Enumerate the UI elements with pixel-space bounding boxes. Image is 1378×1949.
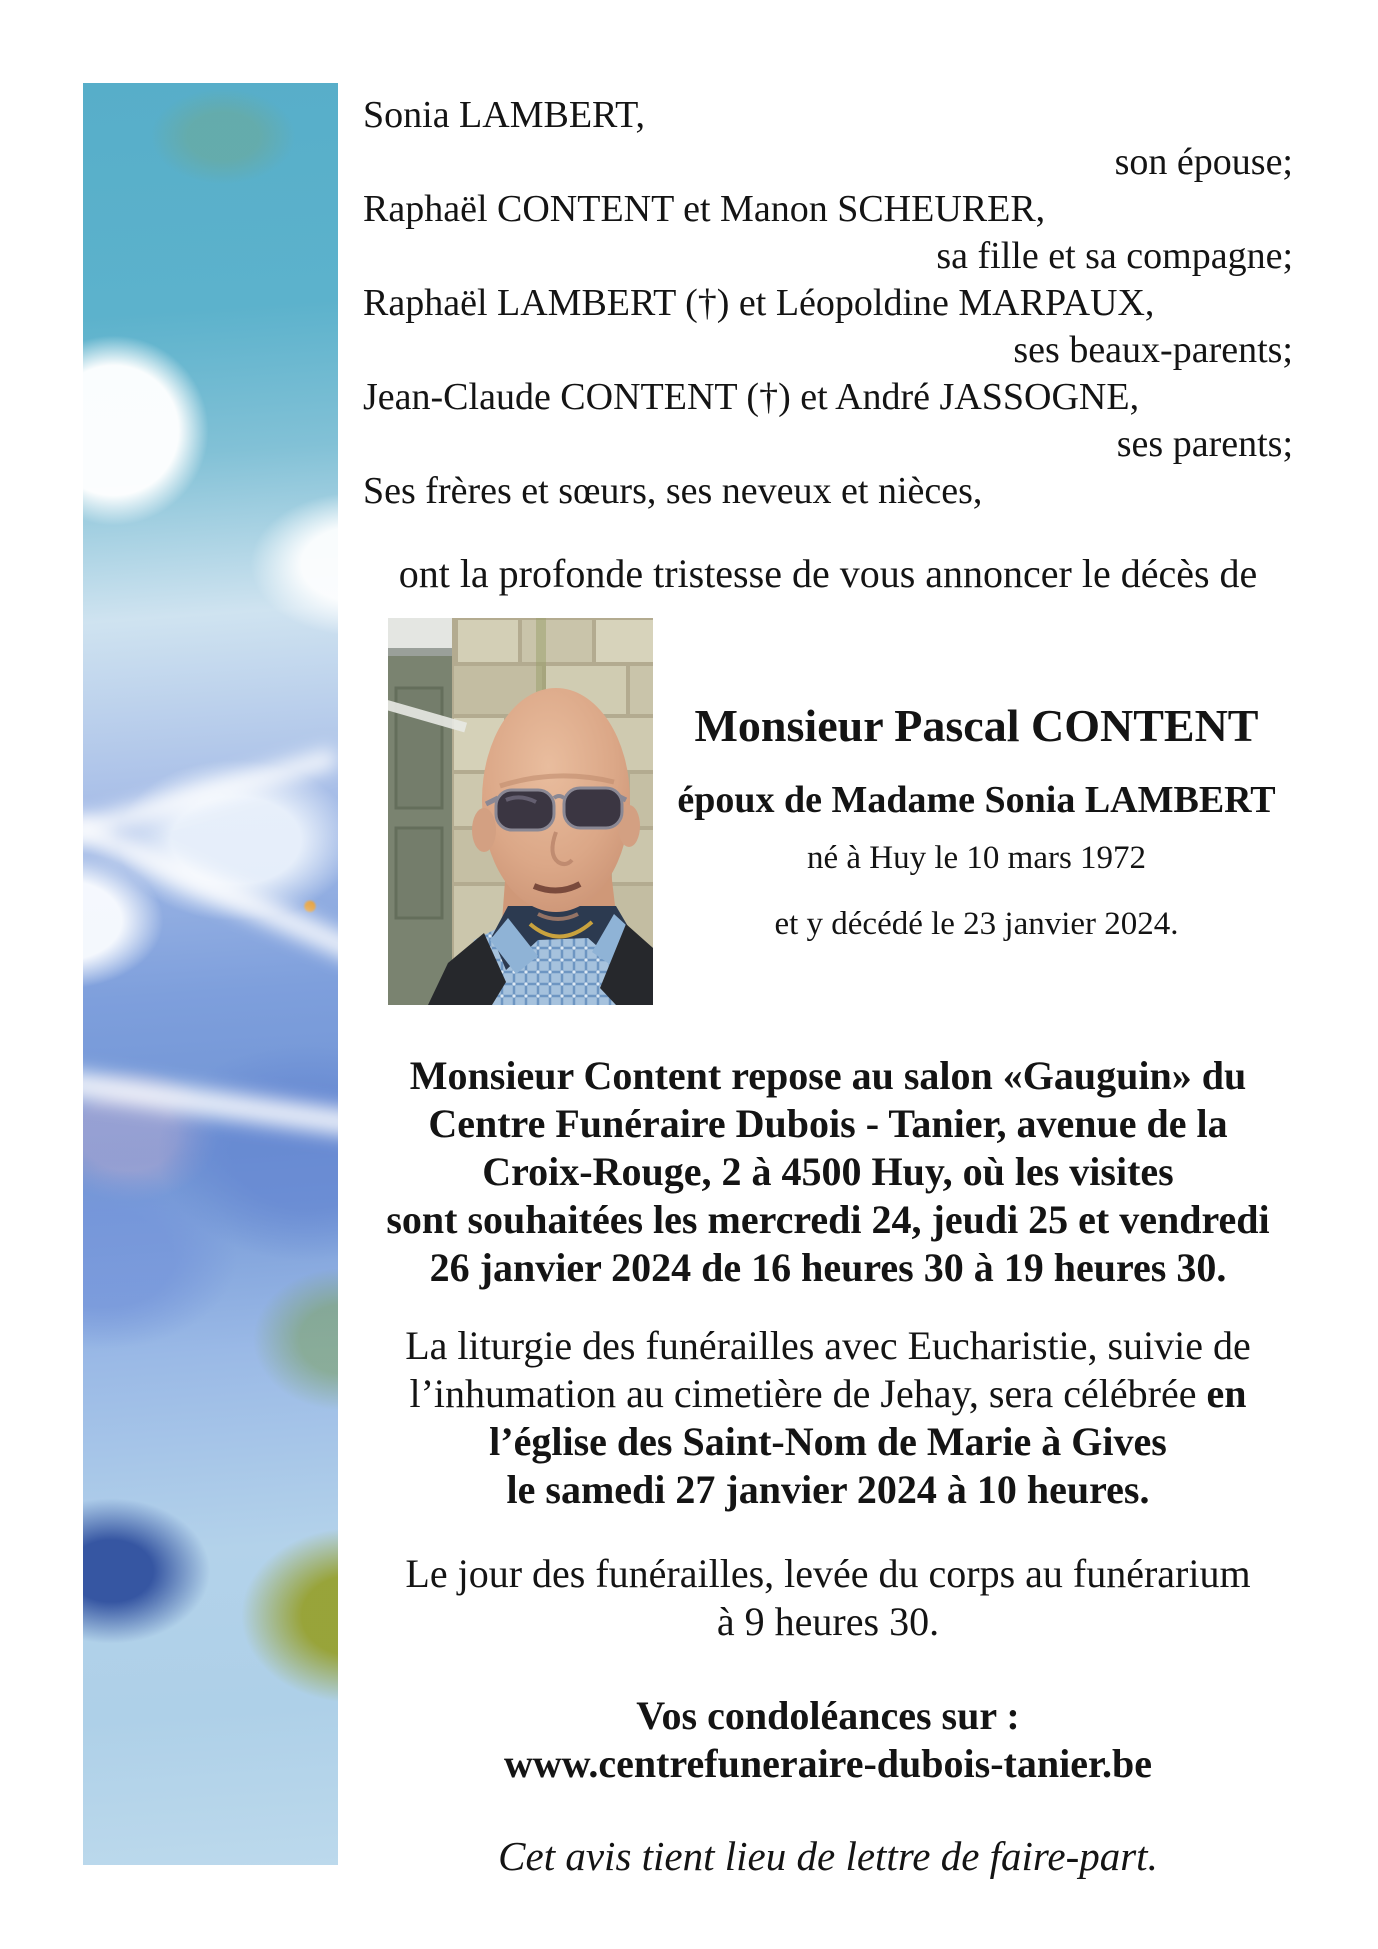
departure-line: à 9 heures 30.	[716, 1599, 940, 1644]
departure-paragraph	[350, 1550, 1306, 1646]
death-line: et y décédé le 23 janvier 2024.	[774, 906, 1179, 942]
ear	[472, 808, 496, 852]
petal-highlight	[83, 812, 338, 968]
family-relation-line: son épouse;	[1114, 141, 1293, 183]
family-relation-line: sa fille et sa compagne;	[936, 235, 1293, 277]
ceremony-paragraph	[350, 1322, 1306, 1514]
portrait-photo	[388, 618, 653, 1005]
visitation-line: Monsieur Content repose au salon «Gauguin» du	[409, 1053, 1247, 1098]
birth-line: né à Huy le 10 mars 1972	[806, 840, 1147, 876]
spouse-line: époux de Madame Sonia LAMBERT	[677, 779, 1276, 821]
visitation-line: Croix-Rouge, 2 à 4500 Huy, où les visites	[482, 1149, 1174, 1194]
deceased-name: Monsieur Pascal CONTENT	[694, 700, 1259, 751]
announcement-line: ont la profonde tristesse de vous annoncer le décès de	[398, 551, 1258, 596]
petal-highlight	[83, 1064, 338, 1137]
family-relation-line: ses parents;	[1116, 423, 1293, 465]
visitation-line: sont souhaitées les mercredi 24, jeudi 25 et vendredi	[386, 1197, 1270, 1242]
ceremony-line: l’église des Saint-Nom de Marie à Gives	[489, 1419, 1167, 1464]
visitation-paragraph	[350, 1052, 1306, 1292]
visitation-line: 26 janvier 2024 de 16 heures 30 à 19 heures 30.	[429, 1245, 1227, 1290]
condolences-heading: Vos condoléances sur :	[636, 1693, 1020, 1738]
flower-sidebar-photo	[83, 83, 338, 1865]
condolences-url: www.centrefuneraire-dubois-tanier.be	[503, 1741, 1153, 1786]
family-name-line: Raphaël CONTENT et Manon SCHEURER,	[363, 188, 1046, 230]
family-relation-line: ses beaux-parents;	[1013, 329, 1293, 371]
family-name-line: Jean-Claude CONTENT (†) et André JASSOGNE,	[363, 376, 1140, 418]
footer-notice: Cet avis tient lieu de lettre de faire-part.	[498, 1833, 1158, 1879]
ceremony-line: La liturgie des funérailles avec Eucharistie, suivie de	[405, 1323, 1251, 1368]
deceased-info	[660, 698, 1293, 944]
ceremony-line: le samedi 27 janvier 2024 à 10 heures.	[506, 1467, 1150, 1512]
family-name-line: Sonia LAMBERT,	[363, 94, 646, 136]
condolences-block	[350, 1692, 1306, 1788]
family-name-line: Ses frères et sœurs, ses neveux et nièces,	[363, 470, 983, 512]
family-block	[363, 92, 1293, 515]
family-name-line: Raphaël LAMBERT (†) et Léopoldine MARPAUX,	[363, 282, 1155, 324]
ceremony-line: l’inhumation au cimetière de Jehay, sera célébrée en	[409, 1371, 1247, 1416]
departure-line: Le jour des funérailles, levée du corps au funérarium	[405, 1551, 1251, 1596]
visitation-line: Centre Funéraire Dubois - Tanier, avenue de la	[428, 1101, 1228, 1146]
